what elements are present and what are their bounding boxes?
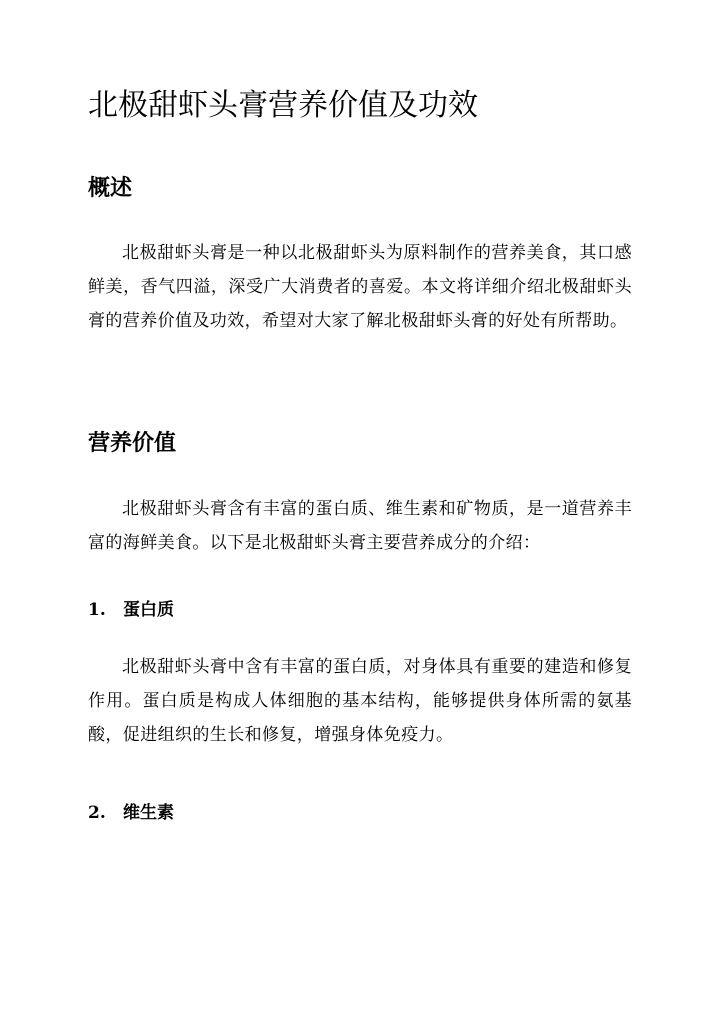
- section-heading-nutrition: 营养价值: [88, 430, 177, 456]
- subheading-number: 2.: [88, 803, 106, 823]
- nutrition-paragraph: 北极甜虾头膏含有丰富的蛋白质、维生素和矿物质，是一道营养丰富的海鲜美食。以下是北极甜虾头膏主要营养成分的介绍：: [88, 499, 632, 553]
- subheading-number: 1.: [88, 600, 106, 620]
- subheading-label: 蛋白质: [123, 600, 174, 620]
- page-title: 北极甜虾头膏营养价值及功效: [88, 88, 478, 123]
- overview-paragraph: 北极甜虾头膏是一种以北极甜虾头为原料制作的营养美食，其口感鲜美，香气四溢，深受广大消费者的喜爱。本文将详细介绍北极甜虾头膏的营养价值及功效，希望对大家了解北极甜虾头膏的好处有所帮助。: [88, 243, 632, 331]
- protein-paragraph: 北极甜虾头膏中含有丰富的蛋白质，对身体具有重要的建造和修复作用。蛋白质是构成人体细胞的基本结构，能够提供身体所需的氨基酸，促进组织的生长和修复，增强身体免疫力。: [88, 657, 632, 745]
- subheading-vitamin: [88, 800, 174, 826]
- section-heading-overview: 概述: [88, 175, 133, 201]
- subheading-protein: [88, 597, 174, 623]
- subheading-label: 维生素: [123, 803, 174, 823]
